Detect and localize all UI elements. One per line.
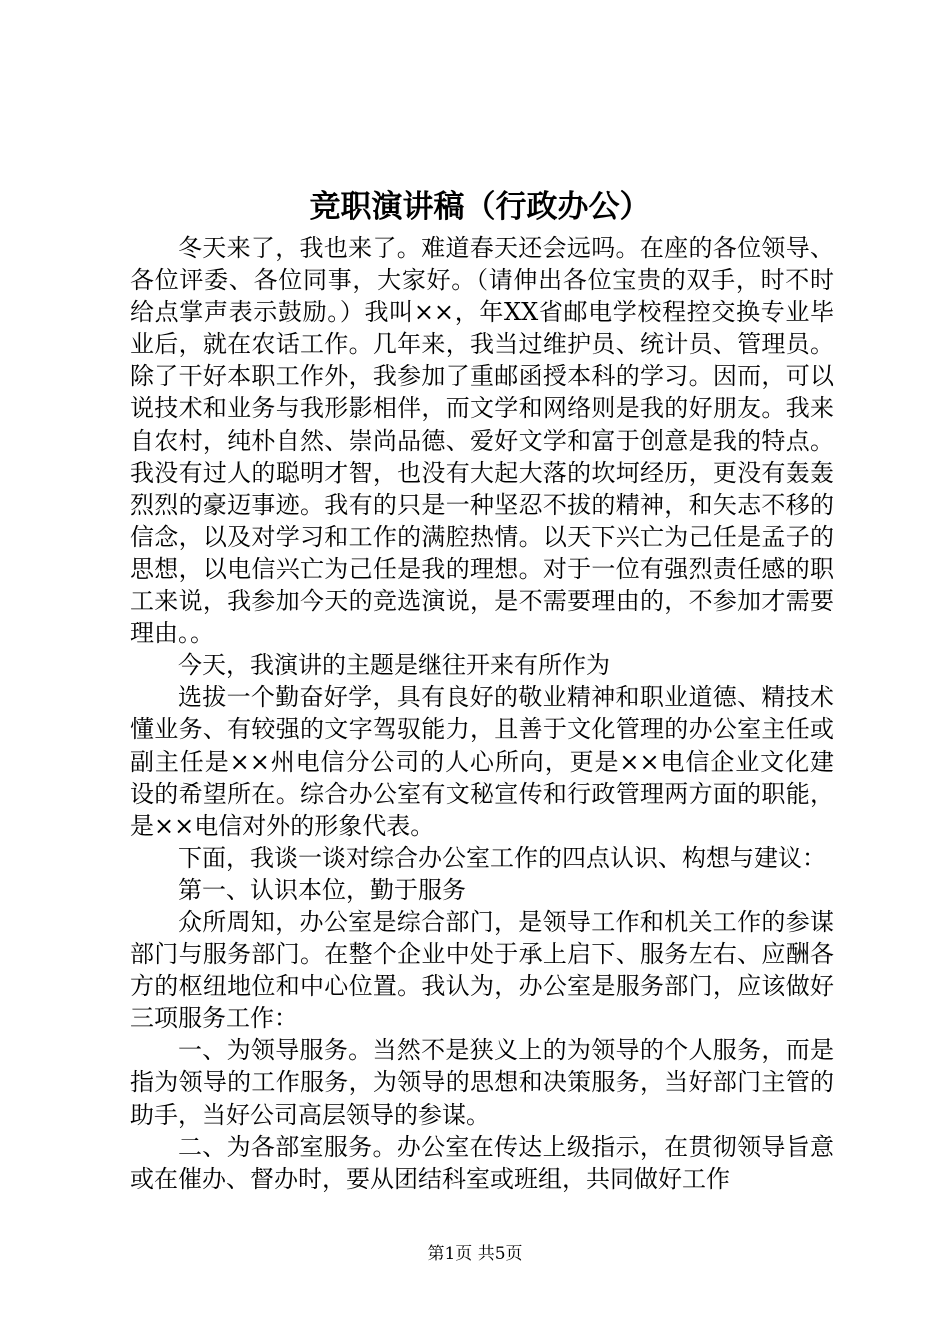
document-title: 竞职演讲稿（行政办公） <box>309 189 651 225</box>
page-number-footer: 第1页 共5页 <box>427 1244 523 1264</box>
paragraph-intro: 冬天来了，我也来了。难道春天还会远吗。在座的各位领导、各位评委、各位同事，大家好。（请伸出各位宝贵的双手，时不时给点掌声表示鼓励。）我叫××，年XX省邮电学校程控交换专业毕业后，就在农话工作。几年来，我当过维护员、统计员、管理员。除了干好本职工作外，我参加了重邮函授本科的学习。因而，可以说技术和业务与我形影相伴，而文学和网络则是我的好朋友。我来自农村，纯朴自然、崇尚品德、爱好文学和富于创意是我的特点。我没有过人的聪明才智，也没有大起大落的坎坷经历，更没有轰轰烈烈的豪迈事迹。我有的只是一种坚忍不拔的精神，和矢志不移的信念，以及对学习和工作的满腔热情。以天下兴亡为己任是孟子的思想，以电信兴亡为己任是我的理想。对于一位有强烈责任感的职工来说，我参加今天的竞选演说，是不需要理由的，不参加才需要理由。。 <box>130 234 834 648</box>
paragraph-selection: 选拔一个勤奋好学，具有良好的敬业精神和职业道德、精技术懂业务、有较强的文字驾驭能力，且善于文化管理的办公室主任或副主任是××州电信分公司的人心所向，更是××电信企业文化建设的希望所在。综合办公室有文秘宣传和行政管理两方面的职能，是××电信对外的形象代表。 <box>130 683 834 840</box>
paragraph-theme: 今天，我演讲的主题是继往开来有所作为 <box>178 651 610 680</box>
paragraph-serve-leaders: 一、为领导服务。当然不是狭义上的为领导的个人服务，而是指为领导的工作服务，为领导的思想和决策服务，当好部门主管的助手，当好公司高层领导的参谋。 <box>130 1036 834 1129</box>
paragraph-overview: 下面，我谈一谈对综合办公室工作的四点认识、构想与建议： <box>178 843 826 872</box>
paragraph-serve-departments: 二、为各部室服务。办公室在传达上级指示，在贯彻领导旨意或在催办、督办时，要从团结科室或班组，共同做好工作 <box>130 1132 834 1193</box>
paragraph-office-role: 众所周知，办公室是综合部门，是领导工作和机关工作的参谋部门与服务部门。在整个企业中处于承上启下、服务左右、应酬各方的枢纽地位和中心位置。我认为，办公室是服务部门，应该做好三项服务工作： <box>130 907 834 1033</box>
document-body <box>130 232 834 1195</box>
section-heading-first: 第一、认识本位，勤于服务 <box>178 875 466 904</box>
